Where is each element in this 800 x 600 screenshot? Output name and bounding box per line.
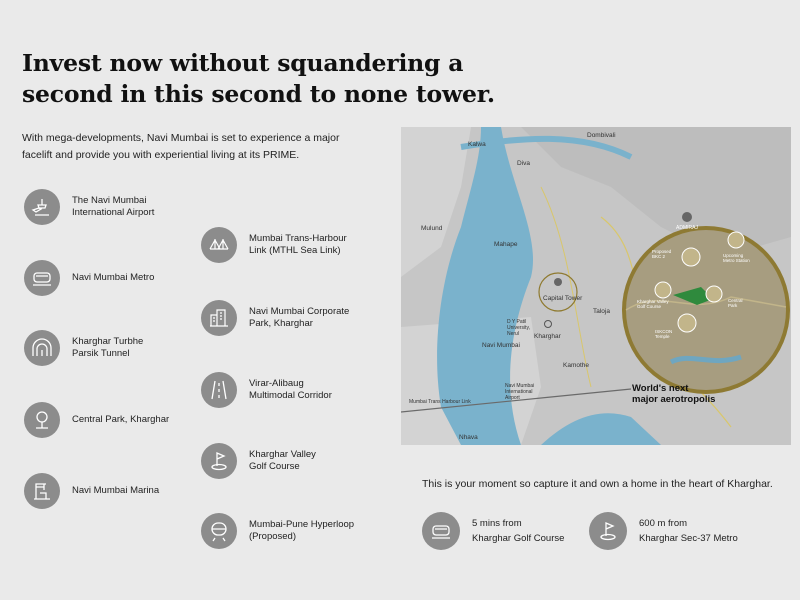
golf-flag-icon bbox=[201, 443, 237, 479]
highway-icon bbox=[201, 372, 237, 408]
tunnel-icon bbox=[24, 330, 60, 366]
distance-line2: Kharghar Sec-37 Metro bbox=[639, 533, 738, 544]
map-label-central-park: Central Park bbox=[728, 298, 743, 308]
map-label-capital-tower: Capital Tower bbox=[543, 295, 583, 302]
map-label-mulund: Mulund bbox=[421, 225, 443, 232]
map-label-dombivali: Dombivali bbox=[587, 132, 616, 139]
map-label-kharghar: Kharghar bbox=[534, 333, 561, 340]
feature-label: Kharghar Valley Golf Course bbox=[249, 449, 316, 472]
metro-train-icon bbox=[422, 512, 460, 550]
feature-tunnel bbox=[24, 328, 143, 368]
feature-central-park bbox=[24, 400, 169, 440]
feature-label: Mumbai Trans-Harbour Link (MTHL Sea Link) bbox=[249, 233, 347, 256]
map-label-kalwa: Kalwa bbox=[468, 141, 486, 148]
feature-label: Virar-Alibaug Multimodal Corridor bbox=[249, 378, 332, 401]
marina-crane-icon bbox=[24, 473, 60, 509]
distance-text bbox=[472, 516, 564, 546]
distance-line1: 600 m from bbox=[639, 518, 688, 529]
map-label-metro-station: Upcoming Metro Station bbox=[723, 253, 750, 263]
feature-marina bbox=[24, 471, 159, 511]
feature-corporate-park bbox=[201, 298, 349, 338]
feature-label: Navi Mumbai Metro bbox=[72, 272, 155, 283]
map-label-dy-patil: D Y Patil University, Nerul bbox=[507, 319, 530, 337]
feature-mthl bbox=[201, 225, 347, 265]
map-label-nmia: Navi Mumbai International Airport bbox=[505, 383, 535, 401]
map-label-taloja: Taloja bbox=[593, 308, 610, 315]
feature-hyperloop bbox=[201, 511, 354, 551]
page-title: Invest now without squandering a second in this second to none tower. bbox=[22, 49, 495, 108]
feature-label: Navi Mumbai Marina bbox=[72, 485, 160, 496]
map-label-iskcon: ISKCON Temple bbox=[655, 329, 673, 339]
office-buildings-icon bbox=[201, 300, 237, 336]
distance-line1: 5 mins from bbox=[472, 518, 522, 529]
map-label-diva: Diva bbox=[517, 160, 531, 167]
map-label-admiraj: ADMIRAJ bbox=[676, 225, 698, 231]
feature-airport bbox=[24, 187, 154, 227]
intro-text: With mega-developments, Navi Mumbai is set to experience a major facelift and provide you with experiential living at its PRIME. bbox=[22, 132, 340, 161]
feature-golf-course bbox=[201, 441, 316, 481]
metro-train-icon bbox=[24, 260, 60, 296]
feature-label: Kharghar Turbhe Parsik Tunnel bbox=[72, 336, 144, 359]
feature-label: Central Park, Kharghar bbox=[72, 414, 170, 425]
map-label-mahape: Mahape bbox=[494, 241, 518, 248]
feature-metro bbox=[24, 258, 154, 298]
feature-label: Mumbai-Pune Hyperloop (Proposed) bbox=[249, 519, 355, 542]
feature-label: The Navi Mumbai International Airport bbox=[72, 195, 155, 218]
aerotropolis-caption: World's next major aerotropolis bbox=[632, 383, 716, 405]
map-label-mthl: Mumbai Trans Harbour Link bbox=[409, 399, 471, 405]
map-label-golf-course: Kharghar Valley Golf Course bbox=[637, 299, 669, 309]
airport-icon bbox=[24, 189, 60, 225]
map-label-proposed-bkc: Proposed BKC 2 bbox=[652, 249, 672, 259]
feature-label: Navi Mumbai Corporate Park, Kharghar bbox=[249, 306, 350, 329]
feature-multimodal-corridor bbox=[201, 370, 332, 410]
sea-link-bridge-icon bbox=[201, 227, 237, 263]
map-label-nhava: Nhava bbox=[459, 434, 478, 441]
hyperloop-icon bbox=[201, 513, 237, 549]
distance-golf bbox=[422, 512, 564, 550]
park-tree-icon bbox=[24, 402, 60, 438]
distance-text bbox=[639, 516, 738, 546]
distance-line2: Kharghar Golf Course bbox=[472, 533, 565, 544]
distance-metro bbox=[589, 512, 738, 550]
map-label-navi-mumbai: Navi Mumbai bbox=[482, 342, 520, 349]
golf-flag-icon bbox=[589, 512, 627, 550]
map-graphic bbox=[401, 127, 791, 445]
moment-text: This is your moment so capture it and own a home in the heart of Kharghar. bbox=[422, 478, 773, 490]
map-label-kamothe: Kamothe bbox=[563, 362, 590, 369]
location-map bbox=[401, 127, 791, 445]
